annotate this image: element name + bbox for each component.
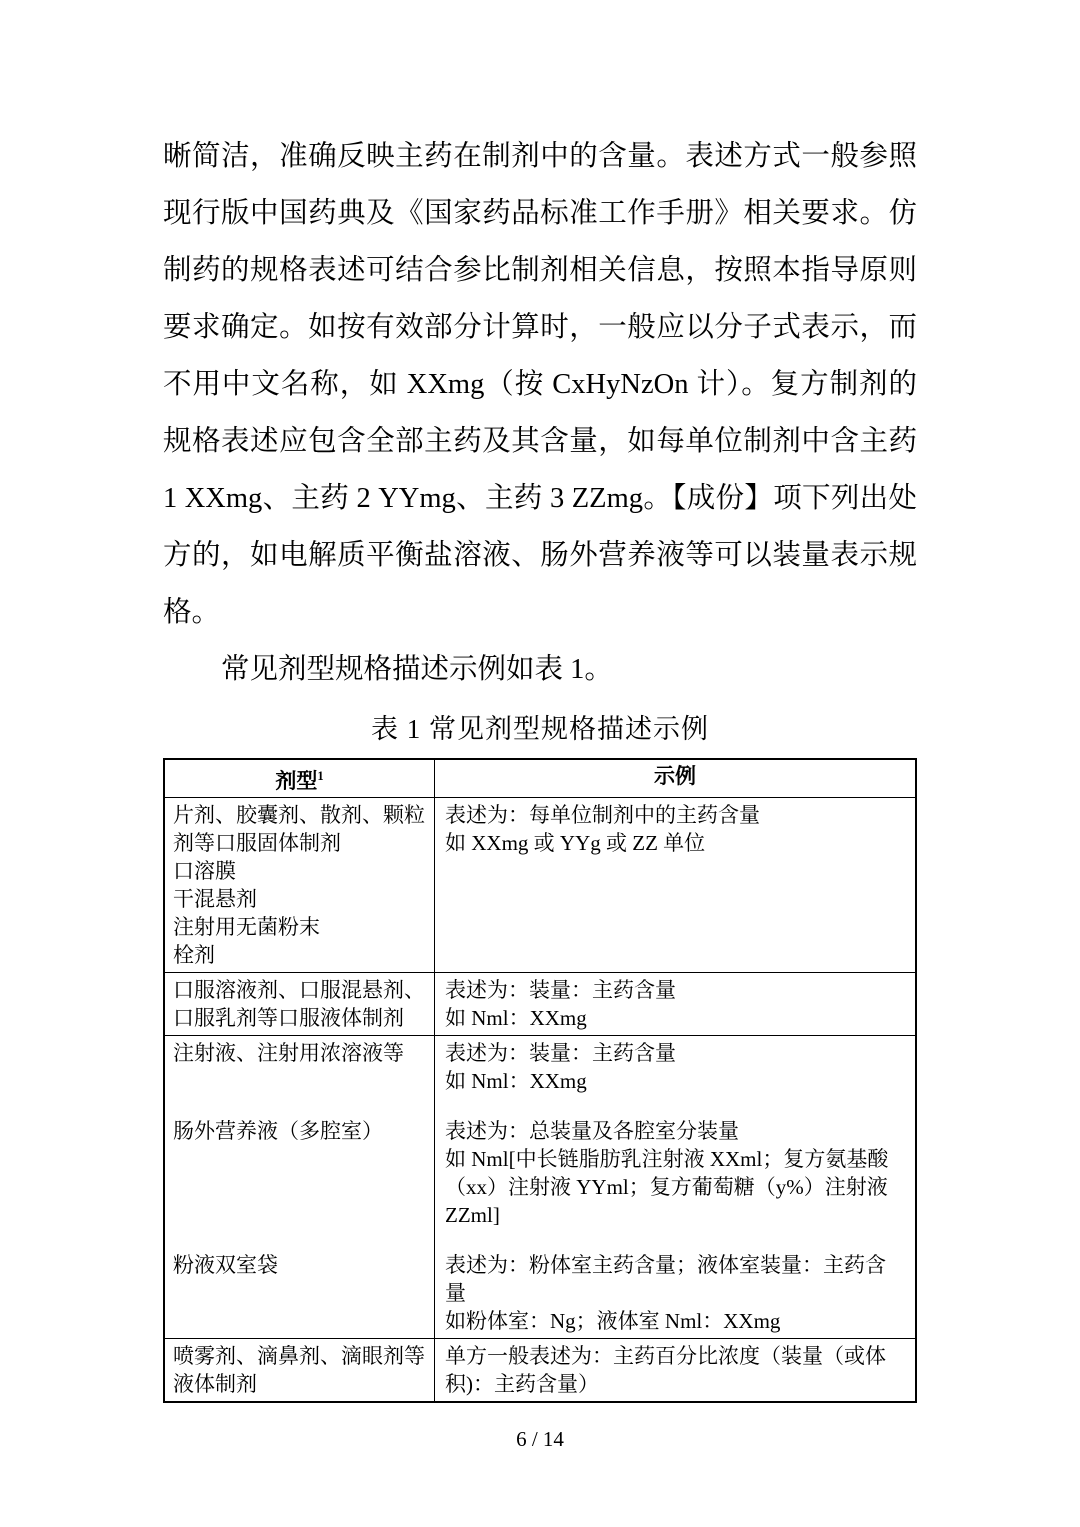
example-line: 如 Nml[中长链脂肪乳注射液 XXml；复方氨基酸（xx）注射液 YYml；复方葡萄糖（y%）注射液 ZZml] (445, 1147, 889, 1227)
form-item: 肠外营养液（多腔室） (173, 1119, 383, 1143)
example-line: 单方一般表述为：主药百分比浓度（装量（或体积)：主药含量） (445, 1344, 886, 1396)
form-item: 干混悬剂 (173, 887, 257, 911)
page-content (163, 128, 917, 1452)
header-cell-example (435, 760, 915, 797)
cell-example (435, 1251, 915, 1335)
example-line: 表述为：装量：主药含量 (445, 1041, 676, 1065)
paragraph-spec-description: 晰简洁，准确反映主药在制剂中的含量。表述方式一般参照现行版中国药典及《国家药品标准工作手册》相关要求。仿制药的规格表述可结合参比制剂相关信息，按照本指导原则要求确定。如按有效部分计算时，一般应以分子式表示，而不用中文名称，如 XXmg（按 CxHyNzOn 计）。复方制剂的规格表述应包含全部主药及其含量，如每单位制剂中含主药 1 XXmg、主药 2 YYmg、主药 3 ZZmg。【成份】项下列出处方的，如电解质平衡盐溶液、肠外营养液等可以装量表示规格。 (163, 141, 917, 628)
form-item: 栓剂 (173, 943, 215, 967)
table-header-row (165, 760, 915, 797)
example-line: 表述为：装量：主药含量 (445, 978, 676, 1002)
cell-example (435, 973, 915, 1035)
form-item: 注射用无菌粉末 (173, 915, 320, 939)
cell-dosage-form (165, 1251, 435, 1335)
cell-dosage-form (165, 1117, 435, 1229)
page-number: 6 / 14 (516, 1427, 564, 1451)
cell-example (435, 1039, 915, 1095)
dosage-form-spec-table (163, 758, 917, 1403)
header-footnote-marker: 1 (317, 769, 324, 783)
form-item: 注射液、注射用浓溶液等 (173, 1041, 404, 1065)
cell-dosage-form (165, 973, 435, 1035)
table-row-injections (165, 1035, 915, 1338)
cell-example (435, 1117, 915, 1229)
header-label-example: 示例 (654, 764, 696, 788)
cell-dosage-form (165, 1339, 435, 1401)
form-item: 片剂、胶囊剂、散剂、颗粒剂等口服固体制剂 (173, 803, 425, 855)
table-row-liquid-oral (165, 972, 915, 1035)
example-line: 如 Nml：XXmg (445, 1069, 587, 1093)
cell-dosage-form (165, 798, 435, 972)
table-row-solid-oral (165, 797, 915, 972)
form-item: 喷雾剂、滴鼻剂、滴眼剂等液体制剂 (173, 1344, 425, 1396)
cell-dosage-form (165, 1039, 435, 1095)
cell-example (435, 798, 915, 972)
form-item: 粉液双室袋 (173, 1253, 278, 1277)
paragraph-table-intro: 常见剂型规格描述示例如表 1。 (221, 654, 613, 685)
example-line: 表述为：每单位制剂中的主药含量 (445, 803, 760, 827)
example-line: 表述为：总装量及各腔室分装量 (445, 1119, 739, 1143)
table-row-sprays-drops (165, 1338, 915, 1401)
header-label-dosage-form: 剂型 (275, 769, 318, 793)
example-line: 如粉体室：Ng；液体室 Nml：XXmg (445, 1309, 781, 1333)
header-cell-dosage-form (165, 760, 435, 797)
example-line: 如 Nml：XXmg (445, 1006, 587, 1030)
column-divider (434, 1036, 435, 1338)
example-line: 表述为：粉体室主药含量；液体室装量：主药含量 (445, 1253, 886, 1305)
form-item: 口溶膜 (173, 859, 236, 883)
cell-example (435, 1339, 915, 1401)
table-caption: 表 1 常见剂型规格描述示例 (371, 714, 709, 744)
example-line: 如 XXmg 或 YYg 或 ZZ 单位 (445, 831, 706, 855)
form-item: 口服溶液剂、口服混悬剂、口服乳剂等口服液体制剂 (173, 978, 425, 1030)
